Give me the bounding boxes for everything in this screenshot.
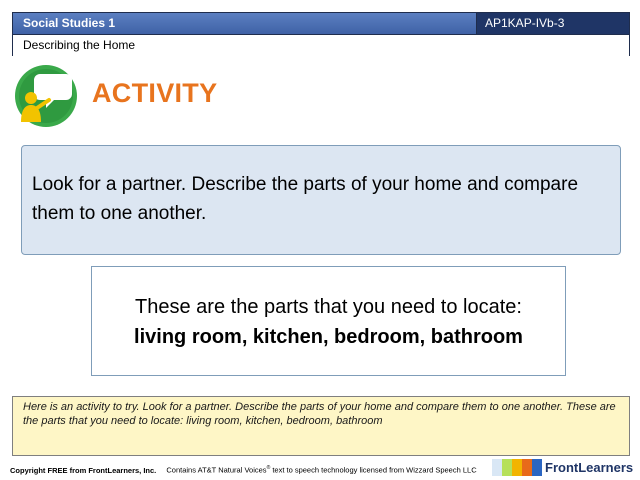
parts-intro: These are the parts that you need to locate: [135,296,522,318]
voices-text: Contains AT&T Natural Voices [166,465,267,475]
parts-box [91,266,566,376]
subject-label: Social Studies 1 [23,16,116,30]
speaker-notes [12,396,630,456]
voices-license-text: text to speech technology licensed from Wizzard Speech LLC [270,465,477,475]
instruction-box [21,145,621,255]
activity-title: ACTIVITY [92,78,218,108]
lesson-header [12,12,630,56]
frontlearners-logo [492,457,632,479]
frontlearners-logo-icon [492,457,542,479]
competency-code: AP1KAP-IVb-3 [476,13,629,34]
footer-credits [10,465,477,475]
frontlearners-brand: FrontLearners [545,460,634,475]
parts-locations: living room, kitchen, bedroom, bathroom [134,326,523,348]
instruction-text: Look for a partner. Describe the parts of your home and compare them to one another. [32,174,579,224]
registered-mark: ® [266,465,271,471]
header-top-bar [13,13,629,35]
notes-text: Here is an activity to try. Look for a partner. Describe the parts of your home and compare them to one another. These are the parts that you need to locate: living room, kitchen, bedroom, bathroom [23,401,616,427]
topic-label: Describing the Home [13,35,629,56]
copyright-text: Copyright FREE from FrontLearners, Inc. [10,465,157,475]
teacher-speech-bubble-icon [12,64,80,128]
